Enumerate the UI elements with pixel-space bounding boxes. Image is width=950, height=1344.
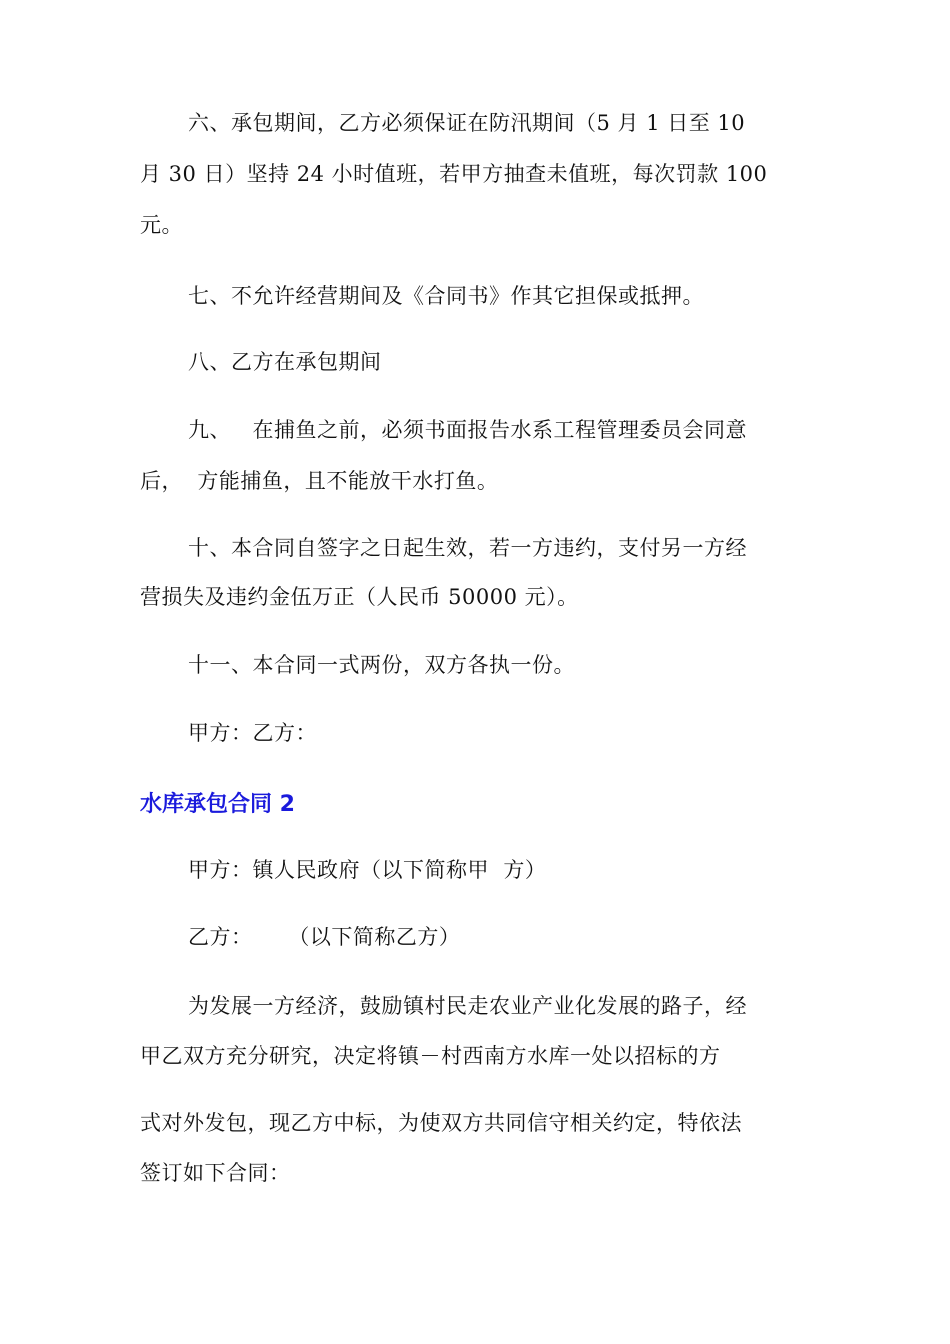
signature-line: 甲方：乙方： bbox=[188, 721, 317, 745]
intro-line-2: 甲乙双方充分研究，决定将镇－村西南方水库一处以招标的方 bbox=[140, 1044, 721, 1068]
clause-7: 七、不允许经营期间及《合同书》作其它担保或抵押。 bbox=[188, 284, 704, 308]
clause-8: 八、乙方在承包期间 bbox=[188, 350, 382, 374]
clause-6-line-3: 元。 bbox=[140, 213, 183, 237]
clause-6-line-1: 六、承包期间，乙方必须保证在防汛期间（5 月 1 日至 10 bbox=[188, 111, 746, 135]
clause-9-line-2: 后， 方能捕鱼，且不能放干水打鱼。 bbox=[140, 469, 499, 493]
intro-line-1: 为发展一方经济，鼓励镇村民走农业产业化发展的路子，经 bbox=[188, 994, 747, 1018]
party-b-line: 乙方： （以下简称乙方） bbox=[188, 925, 461, 949]
intro-line-4: 签订如下合同： bbox=[140, 1161, 291, 1185]
clause-10-line-1: 十、本合同自签字之日起生效，若一方违约，支付另一方经 bbox=[188, 536, 747, 560]
intro-line-3: 式对外发包，现乙方中标，为使双方共同信守相关约定，特依法 bbox=[140, 1111, 742, 1135]
clause-10-line-2: 营损失及违约金伍万正（人民币 50000 元）。 bbox=[140, 585, 579, 609]
party-a-line: 甲方：镇人民政府（以下简称甲 方） bbox=[188, 858, 547, 882]
section-2-title: 水库承包合同 2 bbox=[140, 792, 295, 817]
clause-6-line-2: 月 30 日）坚持 24 小时值班，若甲方抽查未值班，每次罚款 100 bbox=[140, 162, 768, 186]
clause-11: 十一、本合同一式两份，双方各执一份。 bbox=[188, 653, 575, 677]
clause-9-line-1: 九、 在捕鱼之前，必须书面报告水系工程管理委员会同意 bbox=[188, 418, 748, 442]
